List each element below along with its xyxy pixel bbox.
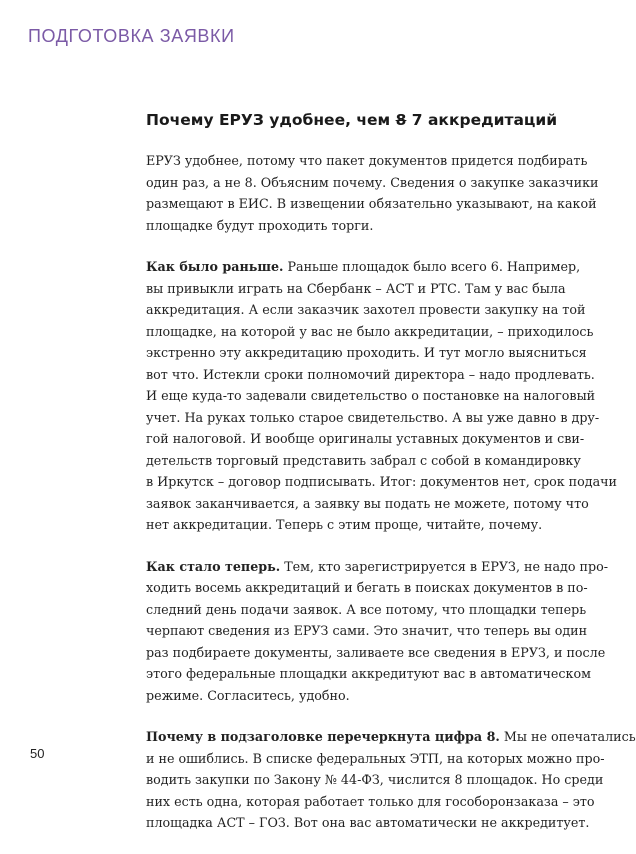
text-line: нет аккредитации. Теперь с этим проще, читайте, почему. [146, 517, 543, 532]
paragraph-intro [146, 150, 599, 236]
text-fragment: Тем, кто зарегистрируется в ЕРУЗ, не надо про- [280, 558, 609, 574]
text-line: заявок заканчивается, а заявку вы подать не можете, потому что [146, 495, 589, 511]
running-head-section-title: ПОДГОТОВКА ЗАЯВКИ [28, 26, 235, 46]
text-line: режиме. Согласитесь, удобно. [146, 687, 350, 703]
article-body [146, 150, 636, 854]
text-line: детельств торговый представить забрал с собой в командировку [146, 452, 581, 468]
heading-suffix: 7 аккредитаций [406, 111, 558, 129]
text-fragment: Мы не опечатались [499, 729, 636, 744]
struck-number: 8 [395, 111, 407, 129]
text-line: площадке будут проходить торги. [146, 217, 374, 233]
text-line [146, 726, 636, 748]
page-number: 50 [30, 746, 45, 761]
text-line: площадке, на которой у вас не было аккредитации, – приходилось [146, 323, 594, 339]
section-heading [146, 111, 576, 129]
text-line: учет. На руках только старое свидетельство. А вы уже давно в дру- [146, 409, 600, 425]
text-line: них есть одна, которая работает только для гособоронзаказа – это [146, 793, 595, 809]
text-line: аккредитация. А если заказчик захотел провести закупку на той [146, 302, 586, 317]
paragraph-lead: Как было раньше. [146, 259, 284, 274]
paragraph-before [146, 256, 617, 536]
paragraph-lead: Почему в подзаголовке перечеркнута цифра 8. [146, 729, 500, 744]
text-line: вы привыкли играть на Сбербанк – АСТ и РТС. Там у вас была [146, 280, 566, 296]
text-line: ходить восемь аккредитаций и бегать в поисках документов в по- [146, 580, 588, 595]
text-line: экстренно эту аккредитацию проходить. И тут могло выясниться [146, 345, 587, 360]
text-line: площадка АСТ – ГОЗ. Вот она вас автоматически не аккредитует. [146, 815, 590, 830]
paragraph-lead: Как стало теперь. [146, 558, 281, 574]
text-line: и не ошиблись. В списке федеральных ЭТП, на которых можно про- [146, 750, 605, 766]
text-line: водить закупки по Закону № 44-ФЗ, числится 8 площадок. Но среди [146, 772, 604, 787]
paragraph-now [146, 556, 609, 707]
paragraph-why-crossed [146, 726, 636, 834]
text-line: ЕРУЗ удобнее, потому что пакет документов придется подбирать [146, 153, 588, 168]
text-line: И еще куда-то задевали свидетельство о постановке на налоговый [146, 388, 596, 403]
text-line: один раз, а не 8. Объясним почему. Сведения о закупке заказчики [146, 174, 599, 190]
text-line: раз подбираете документы, заливаете все сведения в ЕРУЗ, и после [146, 644, 606, 660]
text-line: гой налоговой. И вообще оригиналы уставных документов и сви- [146, 431, 585, 446]
text-line: вот что. Истекли сроки полномочий директора – надо продлевать. [146, 366, 595, 382]
text-line: черпают сведения из ЕРУЗ сами. Это значит, что теперь вы один [146, 623, 588, 638]
heading-prefix: Почему ЕРУЗ удобнее, чем [146, 111, 396, 129]
text-line: этого федеральные площадки аккредитуют вас в автоматическом [146, 666, 591, 681]
text-line [146, 256, 581, 278]
text-line: следний день подачи заявок. А все потому, что площадки теперь [146, 601, 587, 617]
text-fragment: Раньше площадок было всего 6. Например, [283, 259, 581, 274]
text-line [146, 556, 609, 578]
text-line: в Иркутск – договор подписывать. Итог: документов нет, срок подачи [146, 474, 617, 489]
text-line: размещают в ЕИС. В извещении обязательно указывают, на какой [146, 196, 597, 211]
